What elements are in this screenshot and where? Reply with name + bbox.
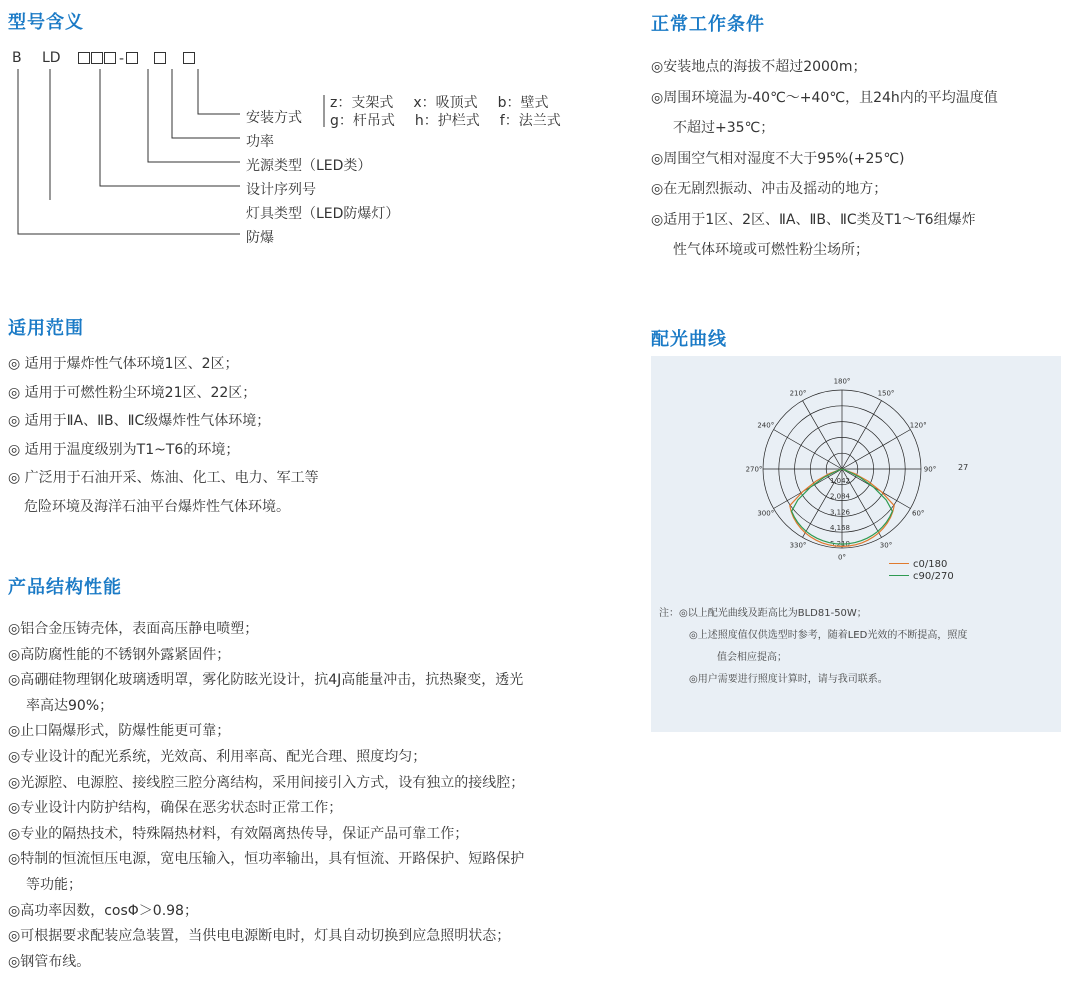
angle-label: 60° (911, 509, 925, 518)
angle-label: 180° (833, 377, 851, 386)
label-lamp-type: 灯具类型（LED防爆灯） (246, 206, 400, 222)
list-item: ◎特制的恒流恒压电源，宽电压输入，恒功率输出，具有恒流、开路保护、短路保护 (8, 851, 525, 868)
opt-code: f： (499, 113, 519, 129)
angle-label: 90° (923, 465, 937, 474)
angle-label: 0° (838, 553, 846, 562)
note-line: ◎上述照度值仅供选型时参考，随着LED光效的不断提高，照度 (689, 630, 968, 641)
label-install: 安装方式 (246, 110, 302, 126)
list-item: ◎止口隔爆形式，防爆性能更可靠； (8, 723, 231, 740)
opt-text: 杆吊式 (352, 113, 395, 129)
radial-label: 4,168 (829, 524, 851, 533)
list-item: ◎铝合金压铸壳体，表面高压静电喷塑； (8, 621, 259, 637)
opt-code: x： (413, 95, 436, 111)
note-line: ◎用户需要进行照度计算时，请与我司联系。 (689, 674, 888, 685)
list-item: ◎在无剧烈振动、冲击及摇动的地方； (651, 181, 888, 197)
radial-label: 3,126 (829, 508, 851, 517)
angle-label: 270° (745, 465, 763, 474)
list-item: ◎周围环境温为-40℃～+40℃，且24h内的平均温度值 (651, 89, 998, 106)
polar-spoke (842, 401, 882, 469)
legend (889, 559, 954, 583)
list-item: ◎ 适用于可燃性粉尘环境21区、22区； (8, 384, 257, 401)
note-line: 注：◎以上配光曲线及距高比为BLD81-50W； (659, 608, 867, 619)
features-list (8, 617, 524, 975)
angle-label: 150° (877, 389, 895, 398)
label-series: 设计序列号 (246, 182, 316, 198)
conditions-heading: 正常工作条件 (651, 14, 765, 35)
polar-spoke (774, 430, 842, 470)
opt-text: 法兰式 (518, 113, 561, 129)
install-options-row2 (330, 110, 561, 130)
scope-heading: 适用范围 (8, 318, 84, 339)
model-meaning-heading: 型号含义 (8, 12, 84, 33)
list-item: ◎ 广泛用于石油开采、炼油、化工、电力、军工等 (8, 470, 319, 486)
light-curve-heading: 配光曲线 (651, 329, 727, 350)
list-item: ◎安装地点的海拔不超过2000m； (651, 59, 867, 75)
radial-label: 1,042 (829, 476, 851, 485)
list-item: 性气体环境或可燃性粉尘场所； (673, 242, 869, 258)
list-item: 不超过+35℃； (673, 120, 775, 136)
opt-text: 护栏式 (437, 113, 480, 129)
list-item: ◎高硼硅物理钢化玻璃透明罩，雾化防眩光设计，抗4J高能量冲击，抗热聚变，透光 (8, 672, 524, 689)
angle-label: 300° (757, 509, 775, 518)
list-item: 危险环境及海洋石油平台爆炸性气体环境。 (24, 498, 290, 515)
opt-code: b： (497, 95, 521, 111)
legend-swatch-c90 (889, 575, 909, 576)
radial-label: 2,084 (829, 492, 851, 501)
legend-swatch-c0 (889, 563, 909, 564)
list-item: 等功能； (26, 876, 82, 893)
list-item: ◎高功率因数，cosΦ＞0.98； (8, 902, 198, 919)
code-dash: - (119, 51, 125, 67)
legend-label: c0/180 (913, 559, 948, 570)
polar-chart (651, 356, 1061, 606)
angle-label: 210° (789, 389, 807, 398)
opt-text: 壁式 (520, 95, 549, 111)
polar-spoke (842, 430, 910, 470)
opt-code: g： (330, 113, 353, 129)
polar-spoke (803, 401, 843, 469)
features-heading: 产品结构性能 (8, 577, 122, 598)
list-item: ◎钢管布线。 (8, 953, 91, 970)
label-explosion: 防爆 (246, 230, 274, 246)
list-item: ◎专业设计的配光系统，光效高、利用率高、配光合理、照度均匀； (8, 748, 427, 765)
list-item: ◎高防腐性能的不锈钢外露紧固件； (8, 646, 231, 663)
code-ld: LD (42, 50, 61, 66)
label-light-source: 光源类型（LED类） (246, 158, 372, 174)
angle-label: 30° (879, 541, 893, 550)
note-line: 值会相应提高； (717, 652, 787, 663)
list-item: 率高达90%； (26, 697, 114, 714)
list-item: ◎专业设计内防护结构，确保在恶劣状态时正常工作； (8, 800, 343, 817)
code-b: B (12, 50, 22, 66)
list-item: ◎光源腔、电源腔、接线腔三腔分离结构，采用间接引入方式，设有独立的接线腔； (8, 774, 525, 791)
list-item: ◎ 适用于温度级别为T1~T6的环境； (8, 441, 240, 458)
list-item: ◎可根据要求配装应急装置，当供电电源断电时，灯具自动切换到应急照明状态； (8, 928, 511, 945)
conditions-list (651, 52, 998, 266)
opt-code: z： (330, 95, 352, 111)
angle-label: 120° (909, 421, 927, 430)
polar-spoke (842, 469, 910, 509)
angle-label: 240° (757, 421, 775, 430)
opt-text: 支架式 (351, 95, 394, 111)
list-item: ◎ 适用于ⅡA、ⅡB、ⅡC级爆炸性气体环境； (8, 413, 271, 429)
radial-label: 5,210 (829, 540, 851, 548)
legend-label: c90/270 (913, 571, 954, 582)
scope-list (8, 350, 319, 521)
opt-text: 吸顶式 (435, 95, 478, 111)
list-item: ◎专业的隔热技术，特殊隔热材料，有效隔离热传导，保证产品可靠工作； (8, 825, 469, 842)
list-item: ◎ 适用于爆炸性气体环境1区、2区； (8, 356, 239, 372)
list-item: ◎适用于1区、2区、ⅡA、ⅡB、ⅡC类及T1～T6组爆炸 (651, 211, 976, 228)
legend-item (889, 571, 954, 583)
list-item: ◎周围空气相对湿度不大于95%(+25℃) (651, 150, 905, 167)
install-options-row1 (330, 92, 549, 112)
polar-spoke (774, 469, 842, 509)
label-power: 功率 (246, 134, 274, 150)
legend-item (889, 559, 954, 571)
opt-code: h： (414, 113, 438, 129)
stray-label: 27 (958, 463, 969, 472)
angle-label: 330° (789, 541, 807, 550)
light-curve-panel (651, 356, 1061, 732)
